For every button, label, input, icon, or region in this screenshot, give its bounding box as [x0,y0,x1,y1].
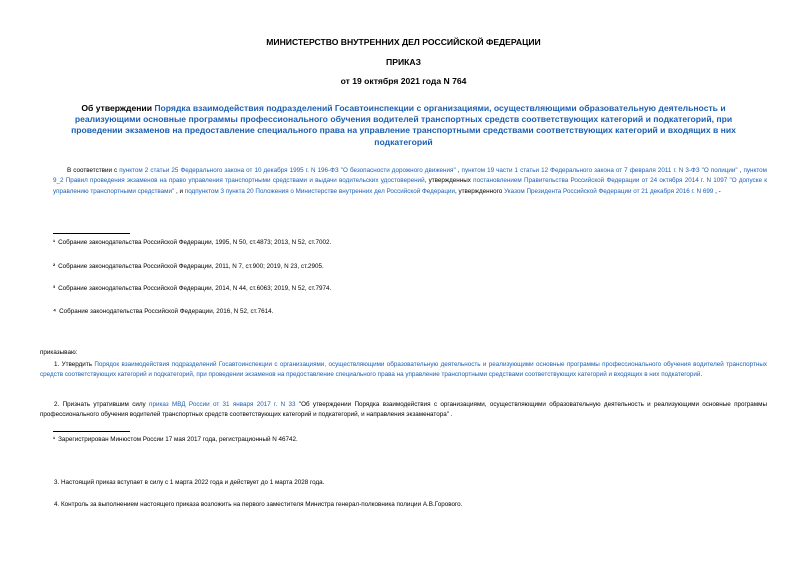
order-item-3: 3. Настоящий приказ вступает в силу с 1 марта 2022 года и действует до 1 марта 2028 года. [54,479,325,486]
footnote-1: ¹ Собрание законодательства Российской Федерации, 1995, N 50, ст.4873; 2013, N 52, ст.7002. [53,239,332,246]
exam-rules-link[interactable]: пунктом 9_2 Правил проведения экзаменов на право управления транспортными средствами и выдачи водительских удостоверений [53,167,767,185]
procedure-link[interactable]: Порядок взаимодействия подразделений Госавтоинспекции с организациями, осуществляющими образовательную деятельность и реализующими основные программы профессионального обучения водителей транспортных средств соответствующих категорий и подкатегорий, при проведении экзаменов на предоставление специального права на управление транспортными средствами соответствующих категорий и входящих в них подкатегорий [40,361,767,379]
order-word: приказываю: [40,349,78,356]
preamble-paragraph [53,166,767,197]
law-3-fz-link[interactable]: пунктом 19 части 1 статьи 12 Федерального закона от 7 февраля 2011 г. N 3-ФЗ "О полиции" [461,167,738,174]
preamble-text: , утвержденного [454,187,505,195]
footnote-divider [53,233,130,234]
footnote-2: ² Собрание законодательства Российской Федерации, 2011, N 7, ст.900; 2019, N 23, ст.2905. [53,263,324,270]
footnote-divider-2 [53,431,130,432]
president-decree-link[interactable]: Указом Президента Российской Федерации от 21 декабря 2016 г. N 699 [504,187,714,195]
footnote-4: ⁴ Собрание законодательства Российской Федерации, 2016, N 52, ст.7614. [53,308,274,315]
mvd-regulation-link[interactable]: подпунктом 3 пункта 20 Положения о Министерстве внутренних дел Российской Федерации [184,187,455,195]
ministry-heading: МИНИСТЕРСТВО ВНУТРЕННИХ ДЕЛ РОССИЙСКОЙ ФЕДЕРАЦИИ [266,37,541,47]
preamble-text: , [455,167,462,174]
preamble-text: , - [713,187,721,195]
preamble-text: , [737,167,744,174]
document-title [50,103,757,148]
preamble-text: , утвержденных [424,177,474,185]
preamble-text: В соответствии с [67,167,120,174]
title-procedure-link[interactable]: Порядка взаимодействия подразделений Госавтоинспекции с организациями, осуществляющими образовательную деятельность и реализующими основные программы профессионального обучения водителей транспортных средств соответствующих категорий и подкатегорий, при проведении экзаменов на предоставление специального права на управление транспортными средствами соответствующих категорий и входящих в них подкатегорий [71,103,736,147]
order-33-link[interactable]: приказ МВД России от 31 января 2017 г. N 33 [149,401,296,408]
order-item-1: 1. Утвердить Порядок взаимодействия подразделений Госавтоинспекции с организациями, осуществляющими образовательную деятельность и реализующими основные программы профессионального обучения водителей транспортных средств соответствующих категорий и подкатегорий, при проведении экзаменов на предоставление специального права на управление транспортными средствами соответствующих категорий и входящих в них подкатегорий. [40,361,767,379]
government-decree-link[interactable]: постановлением Правительства Российской Федерации от 24 октября 2014 г. N 1097 "О допуске к управлению транспортными средствами" [53,177,767,195]
date-number-heading: от 19 октября 2021 года N 764 [340,76,467,86]
footnote-3: ³ Собрание законодательства Российской Федерации, 2014, N 44, ст.6063; 2019, N 52, ст.7974. [53,285,332,292]
preamble-text: , и [174,187,185,195]
order-item-4: 4. Контроль за выполнением настоящего приказа возложить на первого заместителя Министра генерал-полковника полиции А.В.Горового. [54,501,463,508]
doc-type-heading: ПРИКАЗ [386,57,421,67]
footnote-5: ¹ Зарегистрирован Минюстом России 17 мая 2017 года, регистрационный N 46742. [53,436,298,443]
law-196-fz-link[interactable]: пунктом 2 статьи 25 Федерального закона от 10 декабря 1995 г. N 196-ФЗ "О безопасности дорожного движения" [119,167,456,174]
order-item-2: 2. Признать утратившим силу приказ МВД России от 31 января 2017 г. N 33 "Об утверждении Порядка взаимодействия с организациями, осуществляющими образовательную деятельность и реализующими основные программы профессионального обучения водителей транспортных средств соответствующих категорий и подкатегорий, и направления экзаменатора" . [40,401,767,419]
title-prefix: Об утверждении [81,103,155,113]
